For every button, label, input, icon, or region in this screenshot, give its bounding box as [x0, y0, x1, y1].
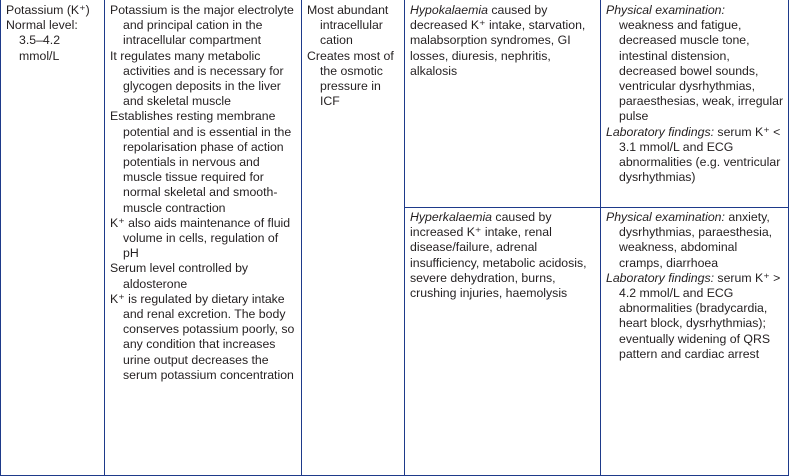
hypo-exam-label: Physical examination: [606, 3, 725, 17]
hypo-exam-heading [606, 3, 784, 18]
hyperkalaemia-cause-cell [405, 207, 600, 301]
hyperkalaemia-text: caused by increased K⁺ intake, renal disease/failure, adrenal insufficiency, metabolic acidosis, severe dehydration, burns, crushing injuries, haemolysis [410, 210, 587, 301]
hyper-lab-findings [606, 271, 784, 362]
location-item: Creates most of the osmotic pressure in ICF [307, 48, 394, 109]
hyper-exam-text: anxiety, dysrhythmias, paraesthesia, weakness, abdominal cramps, diarrhoea [619, 210, 773, 270]
normal-level-value: 3.5–4.2 mmol/L [19, 33, 61, 63]
electrolyte-column [1, 0, 105, 475]
functions-cell [105, 0, 301, 383]
functions-column [105, 0, 302, 475]
hypo-exam-text: weakness and fatigue, decreased muscle tone, intestinal distension, decreased bowel sounds, ventricular dysrhythmias, paraesthesias, weak, irregular pulse [619, 18, 784, 124]
location-item: Most abundant intracellular cation [307, 3, 389, 48]
hyperkalaemia-term: Hyperkalaemia [410, 210, 493, 224]
function-item: Establishes resting membrane potential and is essential in the repolarisation phase of action potentials in nervous and muscle tissue required for normal skeletal and smooth-muscle contraction [110, 109, 292, 215]
function-item: Potassium is the major electrolyte and principal cation in the intracellular compartment [110, 3, 294, 48]
hyper-lab-text: serum K⁺ > 4.2 mmol/L and ECG abnormalities (bradycardia, heart block, dysrhythmias); eventually widening of QRS pattern and cardiac arrest [619, 270, 781, 361]
function-item: K⁺ is regulated by dietary intake and renal excretion. The body conserves potassium poorly, so any condition that increases urine output decreases the serum potassium concentration [110, 291, 295, 382]
imbalance-column [405, 0, 601, 475]
hyperkalaemia-signs-cell [601, 207, 788, 362]
function-item: Serum level controlled by aldosterone [110, 261, 249, 291]
function-item: K⁺ also aids maintenance of fluid volume in cells, regulation of pH [110, 215, 291, 261]
hypokalaemia-cause-cell [405, 0, 600, 79]
hypo-lab-text: serum K⁺ < 3.1 mmol/L and ECG abnormalities (e.g. ventricular dysrhythmias) [619, 124, 781, 185]
hypokalaemia-signs-cell [601, 0, 788, 185]
function-item: It regulates many metabolic activities and is necessary for glycogen deposits in the liver and skeletal muscle [110, 48, 284, 109]
normal-level-label: Normal level: [6, 18, 78, 33]
electrolyte-name: Potassium (K⁺) [6, 3, 90, 17]
hypokalaemia-term: Hypokalaemia [410, 3, 488, 17]
hyperkalaemia-cause [410, 210, 596, 301]
hypo-lab-findings [606, 125, 784, 186]
row-divider [405, 207, 788, 208]
hypokalaemia-cause [410, 3, 596, 79]
hyper-exam-findings [606, 210, 784, 271]
hyper-lab-label: Laboratory findings: [606, 270, 715, 285]
hyper-exam-label: Physical examination: [606, 210, 725, 224]
location-column [302, 0, 405, 475]
electrolyte-cell [1, 0, 104, 64]
location-cell [302, 0, 404, 109]
hypo-lab-label: Laboratory findings: [606, 124, 715, 139]
hypokalaemia-text: caused by decreased K⁺ intake, starvation, malabsorption syndromes, GI losses, diuresis, nephritis, alkalosis [410, 3, 586, 78]
signs-column [601, 0, 788, 475]
